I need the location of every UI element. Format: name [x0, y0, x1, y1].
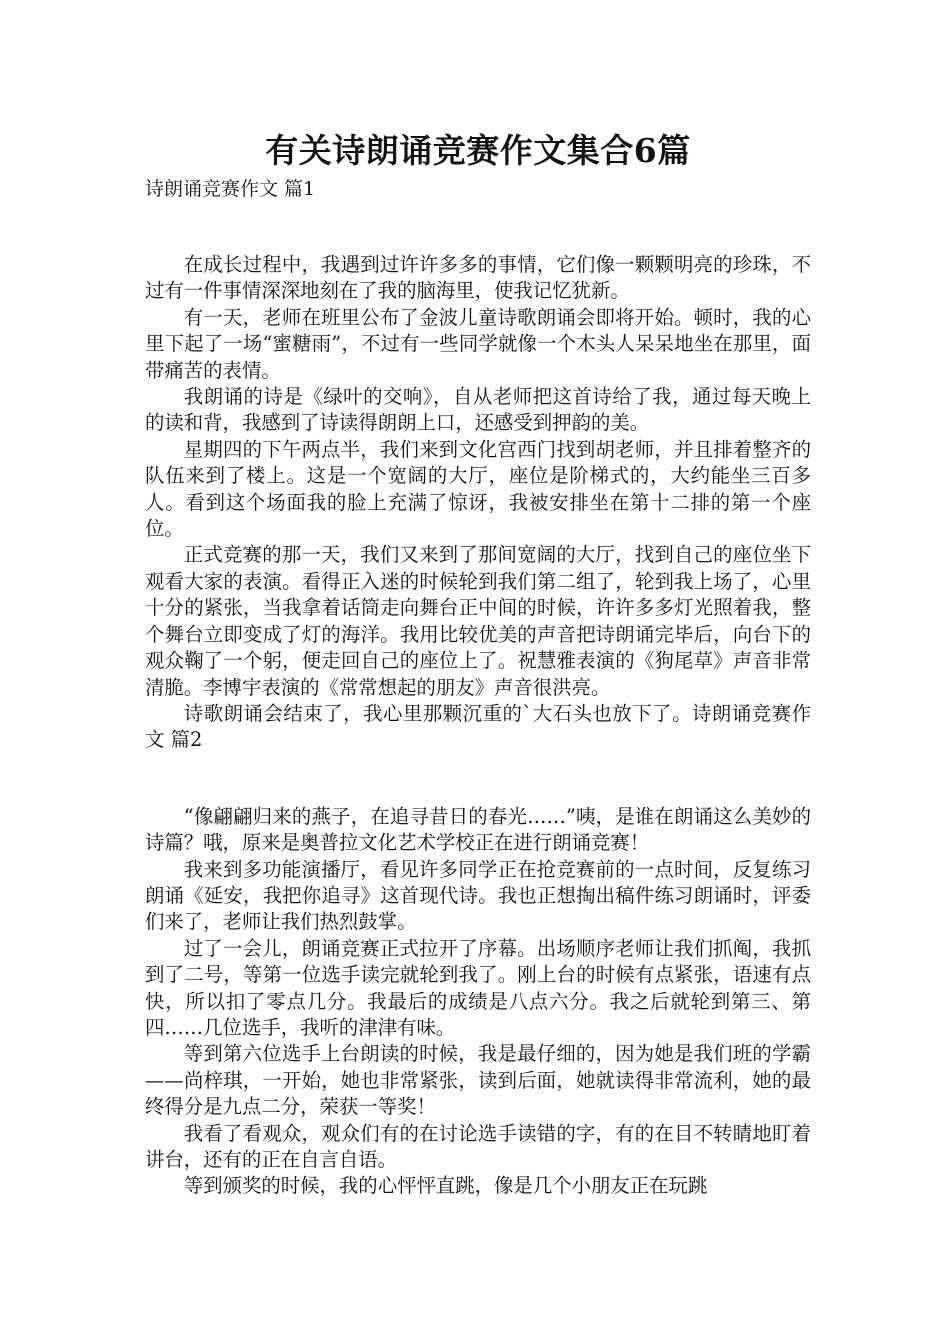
paragraph: 等到第六位选手上台朗读的时候，我是最仔细的，因为她是我们班的学霸——尚梓琪，一开始，她也非常紧张，读到后面，她就读得非常流利，她的最终得分是九点二分，荣获一等奖！ [145, 1042, 811, 1119]
section-label-2: 诗朗诵竞赛作文 篇2 [145, 701, 812, 752]
paragraph: 星期四的下午两点半，我们来到文化宫西门找到胡老师，并且排着整齐的队伍来到了楼上。这是一个宽阔的大厅，座位是阶梯式的，大约能坐三百多人。看到这个场面我的脸上充满了惊讶，我被安排坐在第十二排的第一个座位。 [145, 437, 811, 541]
paragraph: 我看了看观众，观众们有的在讨论选手读错的字，有的在目不转睛地盯着讲台，还有的正在自言自语。 [145, 1121, 811, 1171]
paragraph-text: 诗歌朗诵会结束了，我心里那颗沉重的`大石头也放下了。 [183, 701, 693, 725]
paragraph: 我朗诵的诗是《绿叶的交响》，自从老师把这首诗给了我，通过每天晚上的读和背，我感到了诗读得朗朗上口，还感受到押韵的美。 [145, 385, 811, 435]
paragraph: 有一天，老师在班里公布了金波儿童诗歌朗诵会即将开始。顿时，我的心里下起了一场“蜜糖雨”，不过有一些同学就像一个木头人呆呆地坐在那里，面带痛苦的表情。 [145, 305, 811, 382]
document-page [145, 128, 811, 1200]
paragraph: 我来到多功能演播厅，看见许多同学正在抢竞赛前的一点时间，反复练习朗诵《延安，我把你追寻》这首现代诗。我也正想掏出稿件练习朗诵时，评委们来了，老师让我们热烈鼓掌。 [145, 857, 811, 934]
paragraph: 正式竞赛的那一天，我们又来到了那间宽阔的大厅，找到自己的座位坐下观看大家的表演。看得正入迷的时候轮到我们第二组了，轮到我上场了，心里十分的紧张，当我拿着话筒走向舞台正中间的时候，许许多多灯光照着我，整个舞台立即变成了灯的海洋。我用比较优美的声音把诗朗诵完毕后，向台下的观众鞠了一个躬，便走回自己的座位上了。祝慧雅表演的《狗尾草》声音非常清脆。李博宇表演的《常常想起的朋友》声音很洪亮。 [145, 543, 811, 699]
section-label-1: 诗朗诵竞赛作文 篇1 [145, 178, 316, 200]
document-title: 有关诗朗诵竞赛作文集合6篇 [265, 131, 691, 170]
paragraph-with-inline-label [145, 701, 811, 754]
section-gap [145, 754, 811, 804]
paragraph: 在成长过程中，我遇到过许许多多的事情，它们像一颗颗明亮的珍珠，不过有一件事情深深地刻在了我的脑海里，使我记忆犹新。 [145, 253, 811, 303]
paragraph: “像翩翩归来的燕子，在追寻昔日的春光……”咦，是谁在朗诵这么美妙的诗篇？哦，原来是奥普拉文化艺术学校正在进行朗诵竞赛！ [145, 804, 811, 855]
paragraph: 过了一会儿，朗诵竞赛正式拉开了序幕。出场顺序老师让我们抓阄，我抓到了二号，等第一位选手读完就轮到我了。刚上台的时候有点紧张，语速有点快，所以扣了零点几分。我最后的成绩是八点六分。我之后就轮到第三、第四……几位选手，我听的津津有味。 [145, 936, 811, 1039]
section-gap [145, 202, 811, 252]
paragraph: 等到颁奖的时候，我的心怦怦直跳，像是几个小朋友正在玩跳 [183, 1174, 708, 1198]
